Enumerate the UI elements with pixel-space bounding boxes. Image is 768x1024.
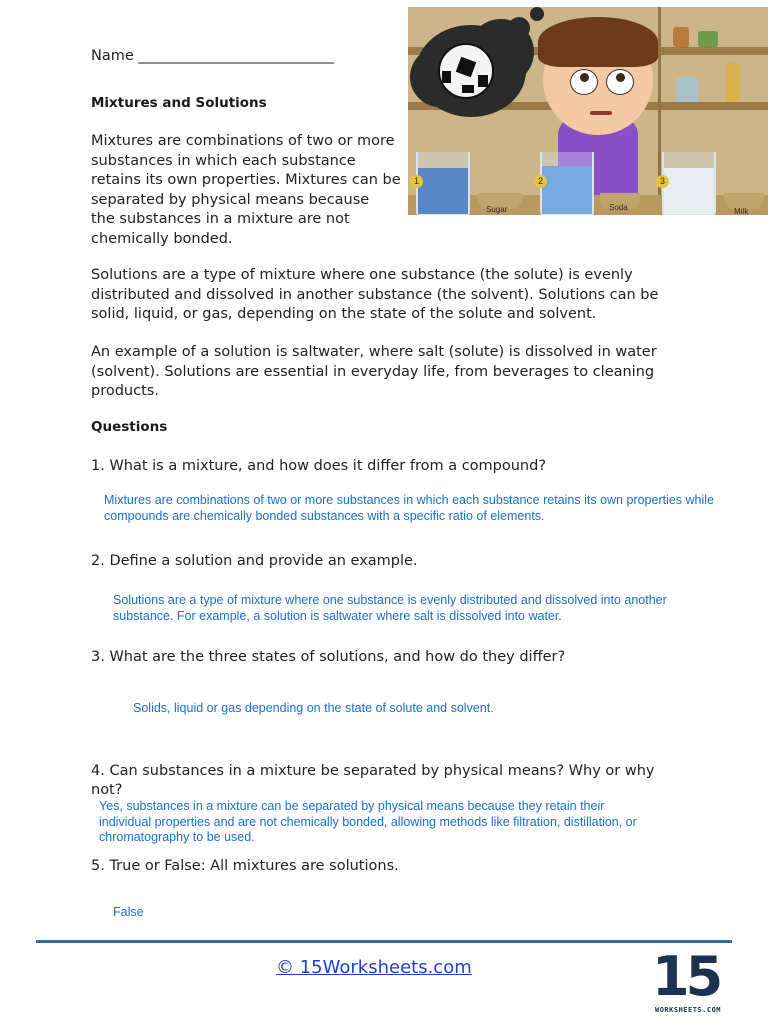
example-paragraph xyxy=(91,343,691,402)
answer-3 xyxy=(133,701,733,717)
logo-text: WORKSHEETS.COM xyxy=(655,1006,722,1014)
paragraph-line: chemically bonded. xyxy=(91,230,233,247)
worksheet-title: Mixtures and Solutions xyxy=(91,95,267,111)
answer-1 xyxy=(104,493,764,524)
answer-line: Yes, substances in a mixture can be separated by physical means because they retain their xyxy=(99,799,605,813)
paragraph-line: the substances in a mixture are not xyxy=(91,211,350,227)
paragraph-line: distributed and dissolved in another substance (the solvent). Solutions can be xyxy=(91,286,659,303)
solutions-paragraph xyxy=(91,266,691,325)
paragraph-line: Solutions are a type of mixture where one substance (the solute) is evenly xyxy=(91,267,633,283)
paragraph-line: (solvent). Solutions are essential in everyday life, from beverages to cleaning xyxy=(91,363,655,380)
paragraph-line: substances in which each substance xyxy=(91,152,356,169)
bowl-label-milk: Milk xyxy=(734,207,749,215)
beaker-number: 1 xyxy=(410,175,423,188)
logo-number: 15 xyxy=(652,945,720,1008)
question-1: 1. What is a mixture, and how does it differ from a compound? xyxy=(91,458,547,474)
answer-5: False xyxy=(113,905,144,919)
intro-paragraph xyxy=(91,132,401,249)
answer-line: chromatography to be used. xyxy=(99,830,255,844)
paragraph-line: solid, liquid, or gas, depending on the state of the solute and solvent. xyxy=(91,306,597,322)
answer-line: Solutions are a type of mixture where one substance is evenly distributed and dissolved into another xyxy=(113,593,667,607)
answer-line: individual properties and are not chemically bonded, allowing methods like filtration, distillation, or xyxy=(99,814,637,829)
name-field-line xyxy=(91,47,334,67)
paragraph-line: products. xyxy=(91,383,159,399)
questions-heading: Questions xyxy=(91,419,168,435)
beaker-1 xyxy=(416,152,470,215)
question-5: 5. True or False: All mixtures are solutions. xyxy=(91,858,399,874)
answer-line: Mixtures are combinations of two or more substances in which each substance retains its own properties while xyxy=(104,493,715,507)
soccer-ball-icon xyxy=(438,43,494,99)
paragraph-line: retains its own properties. Mixtures can be xyxy=(91,172,401,188)
footer-copyright-link[interactable]: © 15Worksheets.com xyxy=(276,957,472,978)
question-2: 2. Define a solution and provide an example. xyxy=(91,553,418,569)
beaker-number: 2 xyxy=(534,175,547,188)
paragraph-line: An example of a solution is saltwater, where salt (solute) is dissolved in water xyxy=(91,344,657,360)
bowl-label-sugar: Sugar xyxy=(486,205,508,214)
answer-line: Solids, liquid or gas depending on the state of solute and solvent. xyxy=(133,701,494,715)
worksheets-logo xyxy=(646,946,728,1020)
question-4 xyxy=(91,762,711,800)
name-blank: ___________________________ xyxy=(138,48,335,64)
question-line: not? xyxy=(91,782,123,798)
answer-4 xyxy=(99,799,759,846)
question-line: 4. Can substances in a mixture be separated by physical means? Why or why xyxy=(91,763,655,779)
question-3: 3. What are the three states of solutions, and how do they differ? xyxy=(91,649,566,665)
bowl-label-soda: Soda xyxy=(609,203,628,212)
beaker-number: 3 xyxy=(656,175,669,188)
answer-2 xyxy=(113,593,753,624)
beaker-2 xyxy=(540,152,594,215)
name-label: Name xyxy=(91,48,134,64)
beaker-3 xyxy=(662,152,716,215)
answer-line: substance. For example, a solution is saltwater where salt is dissolved into water. xyxy=(113,608,562,623)
paragraph-line: separated by physical means because xyxy=(91,191,370,208)
classroom-illustration xyxy=(408,7,768,215)
answer-line: compounds are chemically bonded substances with a specific ratio of elements. xyxy=(104,508,545,523)
paragraph-line: Mixtures are combinations of two or more xyxy=(91,133,395,149)
footer-divider xyxy=(36,940,732,943)
